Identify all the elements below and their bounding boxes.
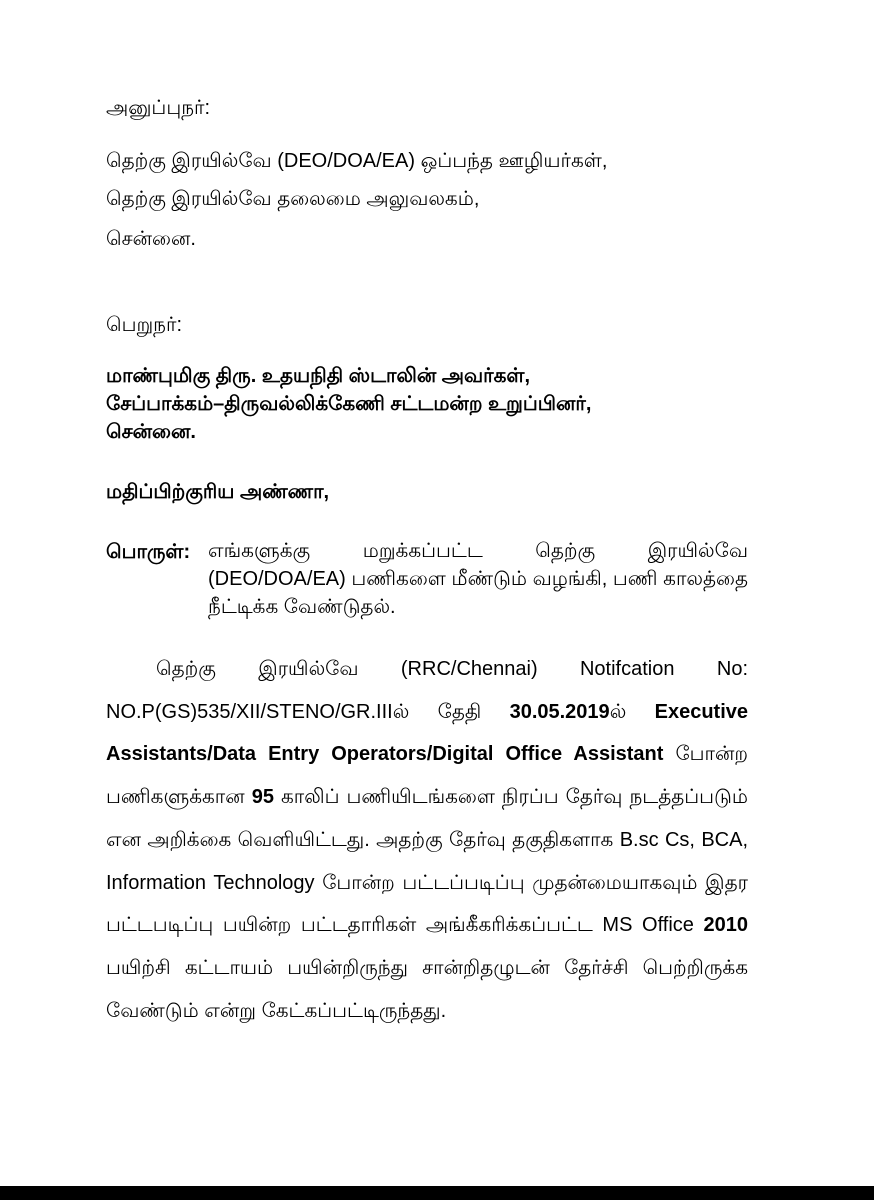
sender-line-1: தெற்கு இரயில்வே (DEO/DOA/EA) ஒப்பந்த ஊழியர்கள், bbox=[106, 150, 608, 172]
sender-label: அனுப்புநர்: bbox=[106, 97, 211, 119]
body-text-d: காலிப் பணியிடங்களை நிரப்ப தேர்வு நடத்தப்படும் என அறிக்கை வெளியிட்டது. அதற்கு தேர்வு தகுதிகளாக B.sc Cs, BCA, Information Technology போன்ற பட்டப்படிப்பு முதன்மையாகவும் இதர பட்டபடிப்பு பயின்ற பட்டதாரிகள் அங்கீகரிக்கப்பட்ட MS Office bbox=[106, 786, 748, 937]
notification-date: 30.05.2019 bbox=[509, 700, 610, 723]
vacancy-count: 95 bbox=[251, 786, 274, 809]
sender-line-2: தெற்கு இரயில்வே தலைமை அலுவலகம், bbox=[106, 188, 480, 210]
body-paragraph bbox=[106, 648, 748, 1032]
body-text-a: தெற்கு இரயில்வே (RRC/Chennai) Notifcation No: NO.P(GS)535/XII/STENO/GR.IIIல் தேதி bbox=[106, 658, 748, 723]
recipient-line-2: சேப்பாக்கம்–திருவல்லிக்கேணி சட்டமன்ற உறுப்பினர், bbox=[106, 393, 592, 415]
body-text-b: ல் bbox=[609, 700, 655, 723]
subject-text: எங்களுக்கு மறுக்கப்பட்ட தெற்கு இரயில்வே (DEO/DOA/EA) பணிகளை மீண்டும் வழங்கி, பணி காலத்தை நீட்டிக்க வேண்டுதல். bbox=[208, 540, 748, 618]
body-text-e: பயிற்சி கட்டாயம் பயின்றிருந்து சான்றிதழுடன் தேர்ச்சி பெற்றிருக்க வேண்டும் என்று கேட்கப்பட்டிருந்தது. bbox=[106, 956, 748, 1022]
sender-line-3: சென்னை. bbox=[106, 228, 196, 250]
subject-label: பொருள்: bbox=[106, 541, 191, 563]
post-names: Executive Assistants/Data Entry Operators/Digital Office Assistant bbox=[106, 700, 748, 766]
body-text-c: போன்ற பணிகளுக்கான bbox=[106, 743, 748, 809]
salutation: மதிப்பிற்குரிய அண்ணா, bbox=[106, 481, 330, 503]
ms-office-year: 2010 bbox=[703, 914, 748, 937]
recipient-label: பெறுநர்: bbox=[106, 314, 183, 336]
recipient-line-3: சென்னை. bbox=[106, 421, 196, 443]
bottom-border bbox=[0, 1186, 874, 1200]
recipient-line-1: மாண்புமிகு திரு. உதயநிதி ஸ்டாலின் அவர்கள், bbox=[106, 365, 531, 387]
